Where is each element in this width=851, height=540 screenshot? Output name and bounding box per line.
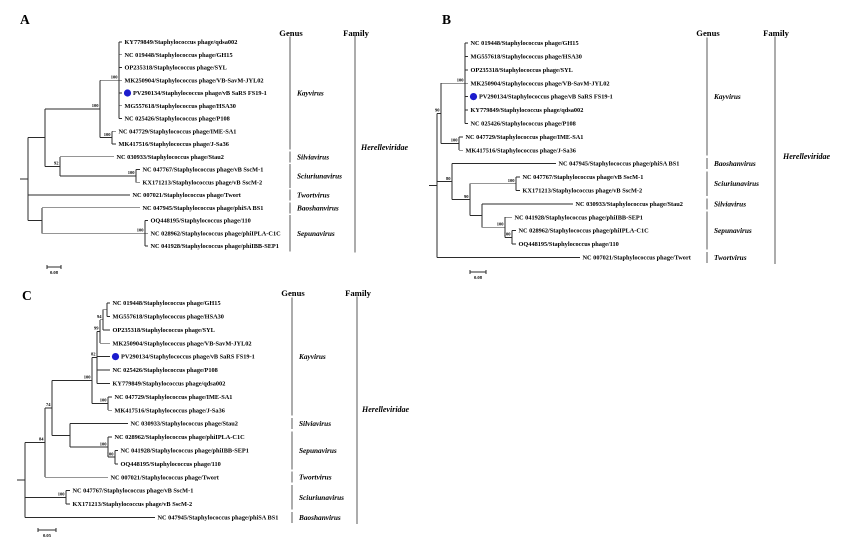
taxon-label: NC 025426/Staphylococcus phage/P108 xyxy=(470,120,576,128)
panel-letter: C xyxy=(22,288,32,303)
bootstrap-value: 100 xyxy=(99,397,107,403)
bootstrap-value: 92 xyxy=(54,160,59,166)
taxon-label: OP235318/Staphylococcus phage/SYL xyxy=(112,326,215,334)
bootstrap-value: 84 xyxy=(39,436,44,442)
taxon-label: NC 041928/Staphylococcus phage/phiIBB-SEP1 xyxy=(150,243,279,251)
bootstrap-value: 90 xyxy=(464,193,469,199)
taxon-label: KY779849/Staphylococcus phage/qdsa002 xyxy=(124,39,238,47)
taxon-label: NC 041928/Staphylococcus phage/phiIBB-SEP1 xyxy=(514,214,643,222)
taxon-label: NC 007021/Staphylococcus phage/Twort xyxy=(132,192,241,200)
genus-label: Sepunavirus xyxy=(299,445,337,455)
genus-label: Kayvirus xyxy=(299,352,326,362)
family-column-header: Family xyxy=(343,28,369,38)
taxon-label: MK250904/Staphylococcus phage/VB-SavM-JYL02 xyxy=(470,80,610,88)
taxon-label: MK417516/Staphylococcus phage/J-Sa36 xyxy=(114,407,225,415)
genus-label: Twortvirus xyxy=(299,472,332,482)
taxon-label: KY779849/Staphylococcus phage/qdsa002 xyxy=(470,107,584,115)
taxon-label: MK417516/Staphylococcus phage/J-Sa36 xyxy=(118,141,229,149)
taxon-label: NC 047729/Staphylococcus phage/IME-SA1 xyxy=(114,393,233,401)
taxon-label: OQ448195/Staphylococcus phage/110 xyxy=(120,460,221,468)
highlight-dot-icon xyxy=(124,89,131,96)
family-column-header: Family xyxy=(345,288,371,298)
bootstrap-value: 100 xyxy=(503,231,511,237)
taxon-label: NC 025426/Staphylococcus phage/P108 xyxy=(112,367,218,375)
scale-bar-label: 0.05 xyxy=(42,533,52,538)
genus-label: Silviavirus xyxy=(714,199,747,209)
taxon-label: NC 047945/Staphylococcus phage/phiSA BS1 xyxy=(157,514,279,522)
taxon-label: NC 028962/Staphylococcus phage/phiIPLA-C1C xyxy=(114,434,245,442)
genus-label: Sepunavirus xyxy=(297,228,335,238)
panel-A xyxy=(20,12,409,275)
taxon-label: NC 047767/Staphylococcus phage/vB SscM-1 xyxy=(72,487,194,495)
genus-column-header: Genus xyxy=(279,28,303,38)
family-label: Herelleviridae xyxy=(361,143,409,152)
bootstrap-value: 100 xyxy=(136,227,144,233)
taxon-label: MG557618/Staphylococcus phage/HSA30 xyxy=(470,53,582,61)
taxon-label: NC 028962/Staphylococcus phage/phiIPLA-C1C xyxy=(518,227,649,235)
genus-label: Sciuriunavirus xyxy=(297,171,343,181)
taxon-label: NC 025426/Staphylococcus phage/P108 xyxy=(124,115,230,123)
bootstrap-value: 82 xyxy=(91,351,96,357)
bootstrap-value: 100 xyxy=(83,374,91,380)
family-column-header: Family xyxy=(763,28,789,38)
taxon-label: NC 028962/Staphylococcus phage/phiIPLA-C1C xyxy=(150,230,281,238)
bootstrap-value: 100 xyxy=(127,170,135,176)
panel-letter: A xyxy=(20,12,30,27)
genus-label: Sciuriunavirus xyxy=(714,179,760,189)
taxon-label: NC 030933/Staphylococcus phage/Stau2 xyxy=(116,153,224,161)
taxon-label: OP235318/Staphylococcus phage/SYL xyxy=(124,64,227,72)
taxon-label: KX171213/Staphylococcus phage/vB SscM-2 xyxy=(522,187,643,195)
taxon-label: PV290134/Staphylococcus phage/vB SaRS FS19-1 xyxy=(133,90,267,98)
taxon-label: NC 019448/Staphylococcus phage/GH15 xyxy=(112,300,221,308)
taxon-label: OP235318/Staphylococcus phage/SYL xyxy=(470,66,573,74)
taxon-label: KY779849/Staphylococcus phage/qdsa002 xyxy=(112,380,226,388)
taxon-label: NC 019448/Staphylococcus phage/GH15 xyxy=(124,51,233,59)
taxon-label: PV290134/Staphylococcus phage/vB SaRS FS19-1 xyxy=(479,93,613,101)
highlight-dot-icon xyxy=(112,353,119,360)
taxon-label: NC 041928/Staphylococcus phage/phiIBB-SEP1 xyxy=(120,447,249,455)
genus-label: Silviavirus xyxy=(297,152,330,162)
bootstrap-value: 100 xyxy=(496,221,504,227)
taxon-label: PV290134/Staphylococcus phage/vB SaRS FS19-1 xyxy=(121,353,255,361)
genus-column-header: Genus xyxy=(281,288,305,298)
bootstrap-value: 90 xyxy=(435,107,440,113)
taxon-label: OQ448195/Staphylococcus phage/110 xyxy=(518,241,619,249)
panel-letter: B xyxy=(442,12,452,27)
taxon-label: MK250904/Staphylococcus phage/VB-SavM-JYL02 xyxy=(124,77,264,85)
genus-label: Baoshanvirus xyxy=(714,159,756,169)
taxon-label: OQ448195/Staphylococcus phage/110 xyxy=(150,217,251,225)
taxon-label: KX171213/Staphylococcus phage/vB SscM-2 xyxy=(72,501,193,509)
bootstrap-value: 100 xyxy=(103,131,111,137)
bootstrap-value: 100 xyxy=(450,137,458,143)
bootstrap-value: 100 xyxy=(99,441,107,447)
genus-label: Baoshanvirus xyxy=(297,203,339,213)
scale-bar-label: 0.08 xyxy=(473,275,483,280)
genus-label: Kayvirus xyxy=(297,88,324,98)
genus-column-header: Genus xyxy=(696,28,720,38)
bootstrap-value: 80 xyxy=(446,175,451,181)
taxon-label: KX171213/Staphylococcus phage/vB SscM-2 xyxy=(142,179,263,187)
taxon-label: NC 007021/Staphylococcus phage/Twort xyxy=(110,474,219,482)
bootstrap-value: 100 xyxy=(91,103,99,109)
bootstrap-value: 94 xyxy=(97,313,102,319)
taxon-label: NC 030933/Staphylococcus phage/Stau2 xyxy=(575,200,683,208)
genus-label: Twortvirus xyxy=(297,190,330,200)
genus-label: Kayvirus xyxy=(714,92,741,102)
taxon-label: NC 047767/Staphylococcus phage/vB SscM-1 xyxy=(522,174,644,182)
bootstrap-value: 100 xyxy=(57,491,65,497)
taxon-label: NC 047945/Staphylococcus phage/phiSA BS1 xyxy=(142,204,264,212)
bootstrap-value: 100 xyxy=(110,74,118,80)
taxon-label: MG557618/Staphylococcus phage/HSA30 xyxy=(124,102,236,110)
genus-label: Baoshanvirus xyxy=(299,512,341,522)
highlight-dot-icon xyxy=(470,93,477,100)
taxon-label: NC 047729/Staphylococcus phage/IME-SA1 xyxy=(118,128,237,136)
bootstrap-value: 99 xyxy=(94,325,99,331)
taxon-label: NC 007021/Staphylococcus phage/Twort xyxy=(582,254,691,262)
genus-label: Sciuriunavirus xyxy=(299,492,345,502)
bootstrap-value: 100 xyxy=(456,77,464,83)
taxon-label: NC 047729/Staphylococcus phage/IME-SA1 xyxy=(465,133,584,141)
panel-B xyxy=(429,12,831,280)
genus-label: Silviavirus xyxy=(299,419,332,429)
bootstrap-value: 100 xyxy=(106,451,114,457)
family-label: Herelleviridae xyxy=(362,405,410,414)
bootstrap-value: 100 xyxy=(507,177,515,183)
taxon-label: NC 030933/Staphylococcus phage/Stau2 xyxy=(130,420,238,428)
bootstrap-value: 74 xyxy=(46,402,51,408)
taxon-label: NC 019448/Staphylococcus phage/GH15 xyxy=(470,40,579,48)
panel-C xyxy=(17,288,410,538)
taxon-label: MK250904/Staphylococcus phage/VB-SavM-JYL02 xyxy=(112,340,252,348)
family-label: Herelleviridae xyxy=(783,152,831,161)
taxon-label: NC 047945/Staphylococcus phage/phiSA BS1 xyxy=(558,160,680,168)
scale-bar-label: 0.08 xyxy=(49,270,59,275)
taxon-label: MG557618/Staphylococcus phage/HSA30 xyxy=(112,313,224,321)
taxon-label: NC 047767/Staphylococcus phage/vB SscM-1 xyxy=(142,166,264,174)
taxon-label: MK417516/Staphylococcus phage/J-Sa36 xyxy=(465,147,576,155)
genus-label: Twortvirus xyxy=(714,252,747,262)
genus-label: Sepunavirus xyxy=(714,226,752,236)
